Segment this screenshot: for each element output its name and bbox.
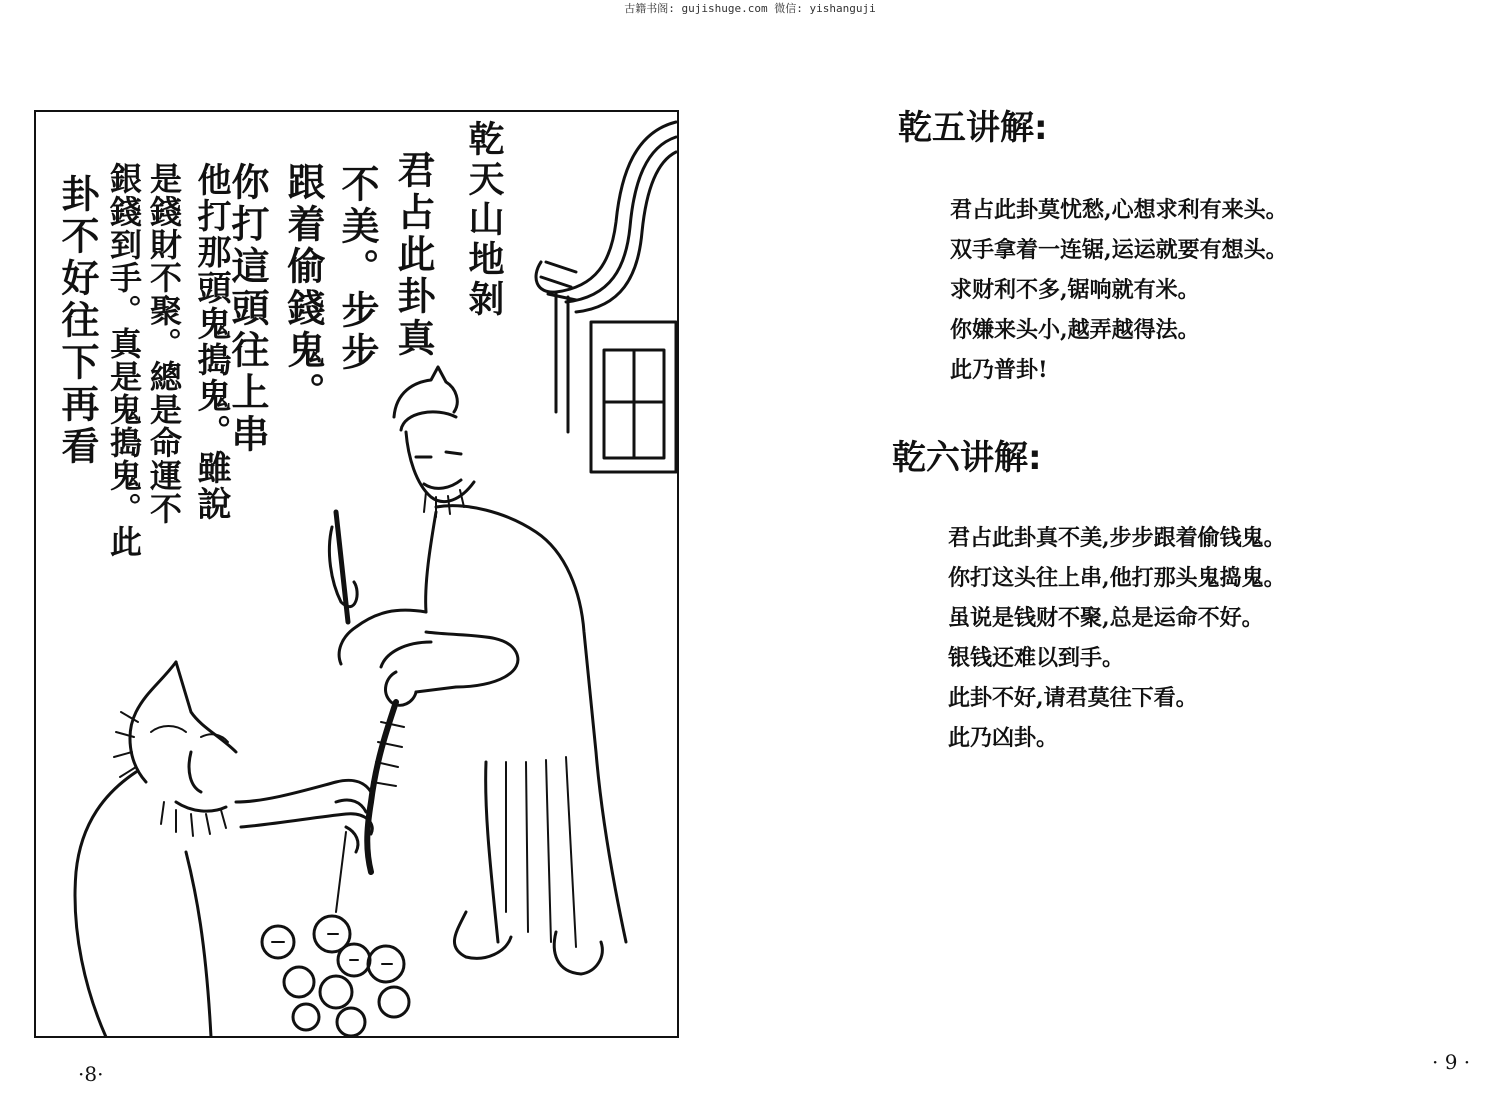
- illustration-title: 乾天山地剝: [463, 120, 505, 320]
- page-number-left: ·8·: [78, 1062, 104, 1086]
- watermark: 古籍书阁: gujishuge.com 微信: yishanguji: [624, 2, 876, 15]
- verse-line: 银钱还难以到手。: [948, 645, 1125, 671]
- verse-line: 虽说是钱财不聚,总是运命不好。: [948, 605, 1264, 631]
- verse-block-qian5: [950, 190, 1288, 390]
- illustration-column-2: 不美。步步: [335, 164, 380, 374]
- illustration-column-3: 跟着偷錢鬼。: [281, 162, 326, 414]
- illustration-column-6: 是錢財不聚。總是命運不: [145, 162, 183, 525]
- verse-line: 求财利不多,锯响就有米。: [950, 277, 1200, 303]
- verse-line: 双手拿着一连锯,运运就要有想头。: [950, 237, 1288, 263]
- verse-line: 此卦不好,请君莫往下看。: [948, 685, 1198, 711]
- verse-line: 你打这头往上串,他打那头鬼捣鬼。: [948, 565, 1286, 591]
- illustration-column-5: 他打那頭鬼搗鬼。雖說: [191, 162, 231, 522]
- verse-line: 君占此卦真不美,步步跟着偷钱鬼。: [948, 525, 1286, 551]
- section-heading-qian5: 乾五讲解:: [898, 108, 1048, 148]
- illustration-column-7: 銀錢到手。真是鬼搗鬼。此: [105, 162, 143, 558]
- woodblock-illustration: [34, 110, 679, 1038]
- verse-line: 君占此卦莫忧愁,心想求利有来头。: [950, 197, 1288, 223]
- verse-line: 此乃普卦!: [950, 357, 1048, 383]
- illustration-column-4: 你打這頭往上串: [225, 162, 270, 456]
- section-heading-qian6: 乾六讲解:: [892, 438, 1042, 478]
- illustration-column-8: 卦不好往下再看: [55, 174, 100, 468]
- verse-block-qian6: [948, 518, 1286, 758]
- page-number-right: · 9 ·: [1432, 1050, 1471, 1074]
- verse-line: 你嫌来头小,越弄越得法。: [950, 317, 1200, 343]
- verse-line: 此乃凶卦。: [948, 725, 1059, 751]
- illustration-column-1: 君占此卦真: [391, 150, 436, 360]
